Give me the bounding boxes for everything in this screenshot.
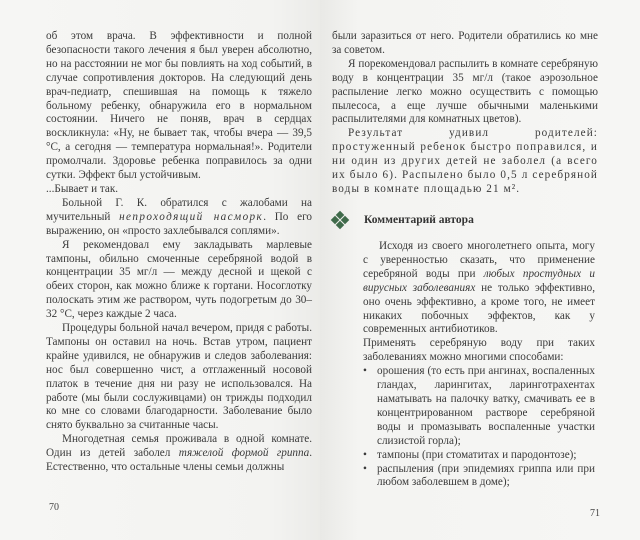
text: . По его выражению, он «просто захлебывался соплями». — [46, 210, 313, 237]
left-text-column — [46, 30, 312, 475]
text: не только эффективно, оно очень эффективно, а кроме того, не имеет никаких побочных эффектов, как у современных антибиотиков. — [363, 281, 596, 336]
paragraph: Процедуры больной начал вечером, придя с работы. Тампоны он оставил на ночь. Встав утром, пациент крайне удивился, не обнаружив и следов заболевания: нос был совершенно чист, а отглаженный носовой платок в течение дня ни разу не использовался. На работе (мы были сослуживцами) он трижды подходил ко мне со словами благодарности. Заболевание было снято буквально за считанные часы. — [46, 322, 312, 432]
comment-title: Комментарий автора — [364, 214, 474, 226]
paragraph — [46, 197, 312, 239]
list-item-text: распыления (при эпидемиях гриппа или при любом заболевшем в доме); — [377, 462, 595, 489]
list-item — [363, 463, 595, 491]
paragraph: Применять серебряную воду при таких заболеваниях можно многими способами: — [363, 337, 595, 364]
emphasis: тяжелой формой гриппа — [178, 447, 310, 460]
paragraph: Я порекомендовал распылить в комнате серебряную воду в концентрации 35 мг/л (такое аэрозольное распыление легко можно осуществить с помощью пылесоса, а еще лучше обычными маленькими распылителями для комнатных цветов). — [332, 57, 598, 126]
list-item — [363, 449, 595, 463]
paragraph: Результат удивил родителей: простуженный ребенок быстро поправился, и ни один из других детей не заболел (а всего их было 6). Распылено было 0,5 л серебряной воды в комнате площадью 21 м². — [332, 127, 598, 195]
list-item-text: орошения (то есть при ангинах, воспаленных гландах, ларингитах, ларинготрахентах наматывать на палочку ватку, смачивать ее в концентрированном растворе серебряной воды и промазывать воспаленные участки слизистой горла); — [377, 365, 595, 447]
emphasis: любых простудных и вирусных заболеваниях — [363, 267, 595, 294]
text: Исходя из своего многолетнего опыта, могу с уверенностью сказать, что применение серебряной воды при — [363, 240, 595, 280]
right-text-column — [332, 30, 598, 197]
paragraph: Я рекомендовал ему закладывать марлевые тампоны, обильно смоченные серебряной водой в концентрации 35 мг/л — между десной и щекой с обеих сторон, как можно ближе к гортани. Носоглотку полоскать этим же раствором, чуть подогретым до 30–32 °С, через каждые 2 часа. — [46, 238, 312, 321]
bullet-icon: • — [363, 365, 367, 378]
paragraph: об этом врача. В эффективности и полной безопасности такого лечения я был уверен абсолютно, но на расстоянии не мог бы повлиять на ход событий, в случае сопротивления докторов. На следующий день врач-педиатр, спешившая на помощь к тяжело больному ребенку, обнаружила его в нормальном состоянии. Ничего не поняв, врач в сердцах воскликнула: «Ну, не бывает так, чтобы вчера — 39,5 °С, а сегодня — температура нормальная!». Родители промолчали. Здоровье ребенка поправилось за одни сутки. Эффект был устойчивым. — [46, 30, 312, 182]
paragraph: ...Бывает и так. — [46, 182, 119, 195]
page-number: 71 — [590, 508, 600, 519]
bullet-icon: • — [363, 448, 367, 461]
emphasis: непроходящий насморк — [119, 210, 264, 223]
list-item — [363, 365, 595, 448]
comment-header — [332, 212, 474, 228]
paragraph — [46, 433, 312, 475]
comment-body — [363, 240, 595, 490]
list-item-text: тампоны (при стоматитах и пародонтозе); — [377, 448, 577, 461]
paragraph — [363, 240, 595, 337]
text: Больной Г. К. обратился с жалобами на мучительный — [46, 196, 312, 223]
paragraph: были заразиться от него. Родители обратились ко мне за советом. — [332, 30, 598, 56]
text: Многодетная семья проживала в одной комнате. Один из детей заболел — [46, 433, 312, 460]
bullet-icon: • — [363, 462, 367, 475]
page-number: 70 — [49, 502, 59, 513]
bullet-list — [363, 365, 595, 490]
text: . Естественно, что остальные члены семьи должны — [46, 447, 313, 474]
diamond-cluster-icon — [332, 212, 348, 228]
